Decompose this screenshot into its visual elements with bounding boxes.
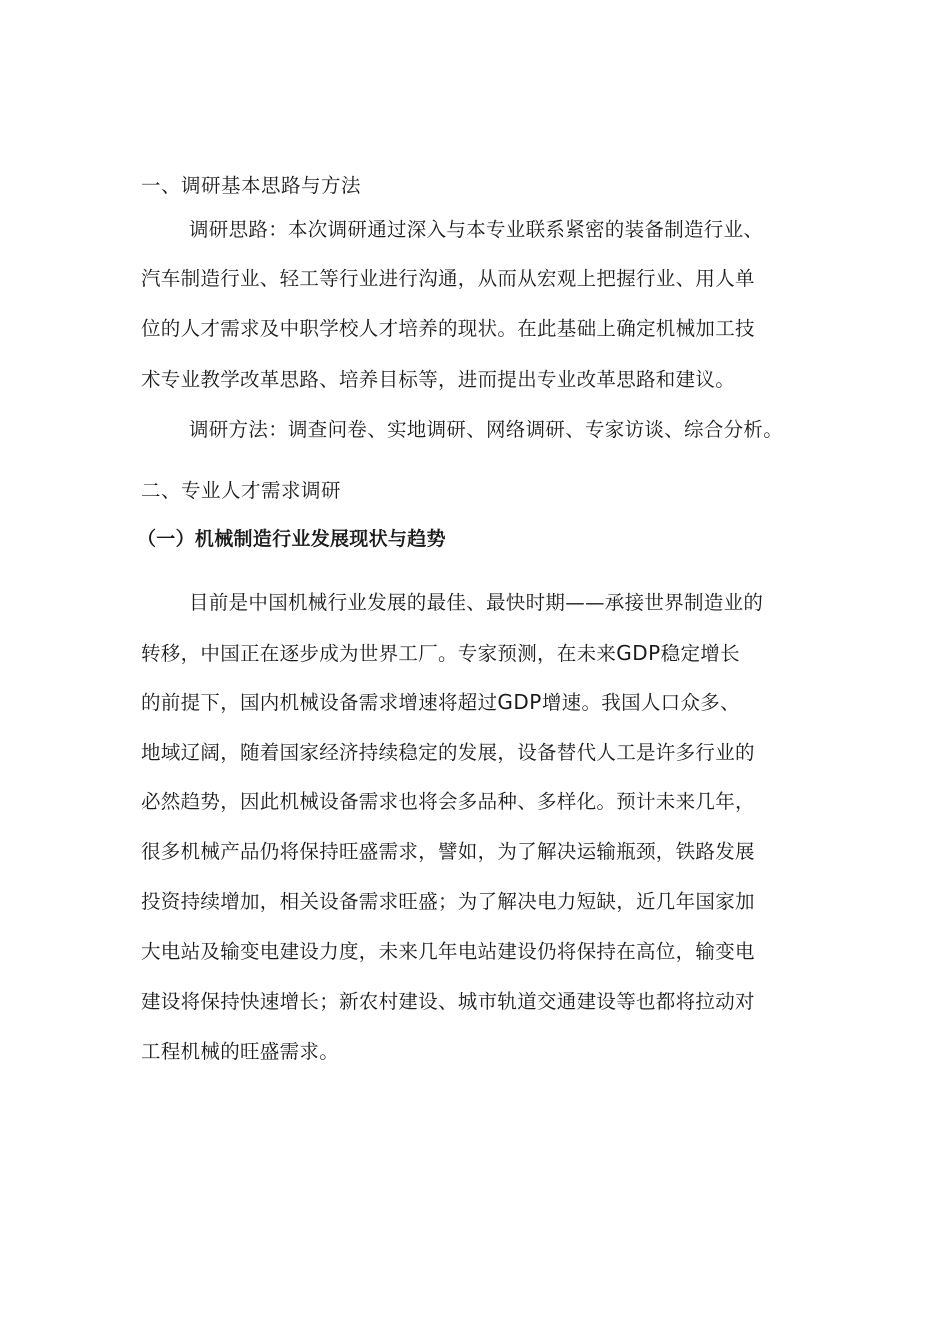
subsection-heading: （一）机械制造行业发展现状与趋势 xyxy=(137,528,446,550)
paragraph-line-1: 目前是中国机械行业发展的最佳、最快时期——承接世界制造业的 xyxy=(189,591,764,614)
research-idea-line-2: 汽车制造行业、轻工等行业进行沟通，从而从宏观上把握行业、用人单 xyxy=(141,267,755,290)
research-idea-line-1: 调研思路：本次调研通过深入与本专业联系紧密的装备制造行业、 xyxy=(189,218,764,241)
paragraph-line-7: 投资持续增加，相关设备需求旺盛；为了解决电力短缺，近几年国家加 xyxy=(141,890,755,913)
paragraph-line-5: 必然趋势，因此机械设备需求也将会多品种、多样化。预计未来几年， xyxy=(141,790,755,813)
paragraph-line-8: 大电站及输变电建设力度，未来几年电站建设仍将保持在高位，输变电 xyxy=(141,940,755,963)
paragraph-line-2-text-a: 转移，中国正在逐步成为世界工厂。专家预测，在未来 xyxy=(141,642,617,665)
gdp-term: GDP xyxy=(616,641,661,665)
paragraph-line-2-text-b: 稳定增长 xyxy=(660,642,740,665)
paragraph-line-3-text-a: 的前提下，国内机械设备需求增速将超过 xyxy=(141,691,498,714)
research-idea-line-4: 术专业教学改革思路、培养目标等，进而提出专业改革思路和建议。 xyxy=(141,368,736,391)
paragraph-line-9: 建设将保持快速增长；新农村建设、城市轨道交通建设等也都将拉动对 xyxy=(141,990,755,1013)
paragraph-line-6: 很多机械产品仍将保持旺盛需求，譬如，为了解决运输瓶颈，铁路发展 xyxy=(141,840,755,863)
section-1-heading: 一、调研基本思路与方法 xyxy=(141,174,362,197)
section-2-heading: 二、专业人才需求调研 xyxy=(141,479,342,502)
paragraph-line-3-text-b: 增速。我国人口众多、 xyxy=(541,691,740,714)
research-method-line: 调研方法：调查问卷、实地调研、网络调研、专家访谈、综合分析。 xyxy=(189,418,784,441)
paragraph-line-3 xyxy=(141,688,740,717)
research-idea-line-3: 位的人才需求及中职学校人才培养的现状。在此基础上确定机械加工技 xyxy=(141,317,755,340)
gdp-term: GDP xyxy=(497,690,542,714)
paragraph-line-2 xyxy=(141,639,740,668)
paragraph-line-4: 地域辽阔，随着国家经济持续稳定的发展，设备替代人工是许多行业的 xyxy=(141,741,755,764)
paragraph-line-10: 工程机械的旺盛需求。 xyxy=(141,1040,340,1063)
